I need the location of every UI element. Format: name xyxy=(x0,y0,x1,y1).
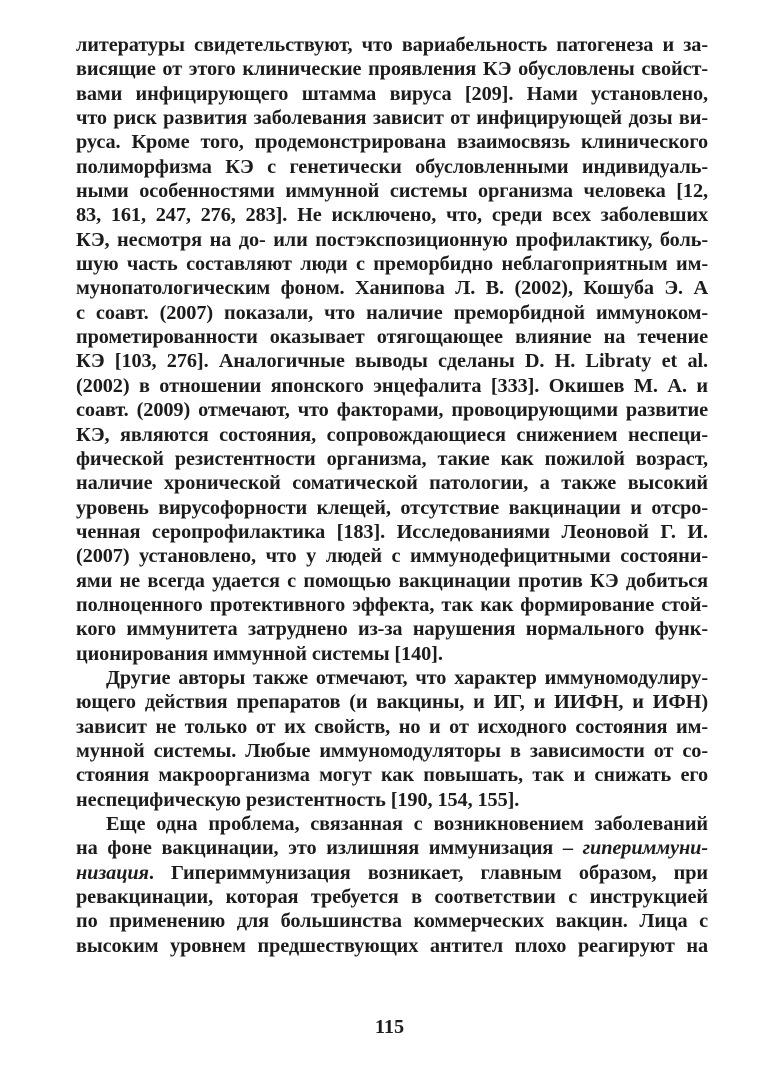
text-line: руса. Кроме того, продемонстрирована взаимосвязь клинического xyxy=(76,131,708,154)
text-line: по применению для большинства коммерческих вакцин. Лица с xyxy=(76,910,708,933)
paragraph-1 xyxy=(76,33,708,666)
text-line: КЭ, несмотря на до- или постэкспозиционную профилактику, боль- xyxy=(76,228,708,251)
body-text xyxy=(76,33,708,958)
text-line: шую часть составляют люди с преморбидно неблагоприятным им- xyxy=(76,253,708,276)
text-line: Еще одна проблема, связанная с возникновением заболеваний xyxy=(106,813,708,835)
text-line: неспецифическую резистентность [190, 154, 155]. xyxy=(76,788,520,811)
text-line: уровень вирусофорности клещей, отсутствие вакцинации и отсро- xyxy=(76,496,708,519)
text-line: мунной системы. Любые иммуномодуляторы в зависимости от со- xyxy=(76,739,708,762)
text-fragment: на фоне вакцинации, это излишняя иммунизация – xyxy=(76,837,583,860)
text-line: с соавт. (2007) показали, что наличие преморбидной иммуноком- xyxy=(76,301,708,324)
text-line: зависит не только от их свойств, но и от исходного состояния им- xyxy=(76,715,708,738)
page-number: 115 xyxy=(374,1016,405,1038)
text-line: ными особенностями иммунной системы организма человека [12, xyxy=(76,180,708,203)
paragraph-2 xyxy=(76,666,708,812)
text-line: мунопатологическим фоном. Ханипова Л. В. (2002), Кошуба Э. А xyxy=(76,277,708,300)
text-line: ционирования иммунной системы [140]. xyxy=(76,642,443,665)
text-line: фической резистентности организма, такие как пожилой возраст, xyxy=(76,447,708,470)
text-fragment: . Гипериммунизация возникает, главным образом, при xyxy=(148,861,708,884)
text-line: (2007) установлено, что у людей с иммунодефицитными состояни- xyxy=(76,545,708,568)
text-line: висящие от этого клинические проявления КЭ обусловлены свойст- xyxy=(76,58,708,81)
text-line: вами инфицирующего штамма вируса [209]. Нами установлено, xyxy=(76,82,708,105)
text-line: 83, 161, 247, 276, 283]. Не исключено, что, среди всех заболевших xyxy=(76,204,708,227)
text-line: ющего действия препаратов (и вакцины, и ИГ, и ИИФН, и ИФН) xyxy=(76,691,708,714)
text-line: КЭ [103, 276]. Аналогичные выводы сделаны D. H. Libraty et al. xyxy=(76,350,708,373)
text-line: Другие авторы также отмечают, что характер иммуномодулиру- xyxy=(106,666,708,689)
text-line: полиморфизма КЭ с генетически обусловленными индивидуаль- xyxy=(76,155,708,178)
text-line: наличие хронической соматической патологии, а также высокий xyxy=(76,472,708,495)
text-line xyxy=(76,836,708,860)
text-line: литературы свидетельствуют, что вариабельность патогенеза и за- xyxy=(76,34,708,56)
paragraph-3 xyxy=(76,812,708,958)
text-line: ями не всегда удается с помощью вакцинации против КЭ добиться xyxy=(76,569,708,592)
text-line: ревакцинации, которая требуется в соответствии с инструкцией xyxy=(76,886,708,909)
italic-term: низация xyxy=(76,861,149,884)
text-line: высоким уровнем предшествующих антител плохо реагируют на xyxy=(76,934,708,957)
text-line: прометированности оказывает отягощающее влияние на течение xyxy=(76,326,708,349)
text-line: КЭ, являются состояния, сопровождающиеся снижением неспеци- xyxy=(76,423,708,446)
text-line: соавт. (2009) отмечают, что факторами, провоцирующими развитие xyxy=(76,399,708,422)
text-line: что риск развития заболевания зависит от инфицирующей дозы ви- xyxy=(76,107,708,130)
text-line: стояния макроорганизма могут как повышать, так и снижать его xyxy=(76,764,708,787)
text-line xyxy=(76,861,708,885)
text-line: полноценного протективного эффекта, так как формирование стой- xyxy=(76,593,708,616)
italic-term: гипериммуни- xyxy=(582,837,708,860)
text-line: кого иммунитета затруднено из-за нарушения нормального функ- xyxy=(76,618,708,641)
text-line: ченная серопрофилактика [183]. Исследованиями Леоновой Г. И. xyxy=(76,520,708,543)
text-line: (2002) в отношении японского энцефалита [333]. Окишев М. А. и xyxy=(76,374,708,397)
